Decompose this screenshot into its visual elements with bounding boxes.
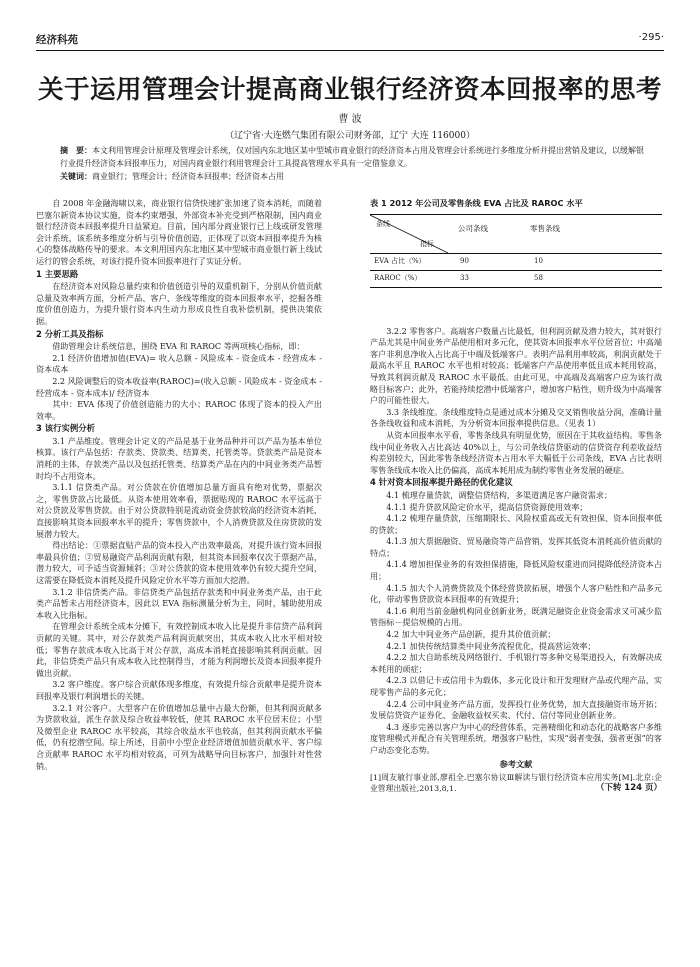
- table-header: [370, 214, 662, 253]
- paragraph: 3.1 产品维度。管理会计定义的产品是基于业务品种并可以产品为基本单位核算。该行产品包括：存款类、贷款类、结算类、托管类等。贷款类产品是资本消耗的主体，存款类产品以及包括托管类、结算类产品在内的中间业务类产品暂时均不占用资本。: [36, 435, 322, 481]
- paragraph: 在经济资本对风险总量约束和价值创造引导的双重机制下，分别从价值贡献总量及效率两方面，分析产品、客户、条线等维度的资本回报率水平，挖掘各维度价值创造力，为提升银行资本内生动力形成良性自我补偿机制，提供决策依据。: [36, 281, 322, 326]
- section-heading: 2 分析工具及指标: [36, 328, 104, 339]
- data-table: [370, 214, 662, 288]
- paragraph: 3.1.2 非信贷类产品。非信贷类产品包括存款类和中间业务类产品，由于此类产品暂未占用经济资本，因此以 EVA 指标测量分析为主，同时，辅助使用成本收入比指标。: [36, 586, 322, 620]
- section-heading: 4 针对资本回报率提升路径的优化建议: [370, 477, 513, 488]
- right-column: [370, 198, 662, 794]
- col-header: 零售条线: [530, 223, 560, 233]
- formula-eva: 2.1 经济价值增加值(EVA)= 收入总额 - 风险成本 - 资金成本 - 经营成本 - 资本成本: [36, 352, 322, 375]
- paragraph: 其中：EVA 体现了价值创造能力的大小；RAROC 体现了资本的投入产出效率。: [36, 399, 322, 421]
- paragraph: 从资本回报率水平看，零售条线具有明显优势，原因在于其收益结构。零售条线中间业务收入占比高达 40%以上，与公司条线信贷驱动的信贷资存利差收益结构差别较大，因此零售条线经济资本占用水平大幅低于公司条线，EVA 占比表明零售条线成本收入比仍偏高，高成本耗用成为制约零售业务发展的硬症。: [370, 429, 662, 475]
- list-item: 4.2.4 公司中间业务产品方面，发挥投行业务优势，加大直接融资市场开拓；发展信贷资产证券化、金融收益权买卖、代付、信付等同业创新业务。: [370, 698, 662, 721]
- table-row: [370, 270, 662, 287]
- author: 曹 波: [338, 114, 362, 125]
- list-item: 4.1.6 利用当前金融机构同业创新业务，既满足融资企业资金需求又可减少监管指标－提信规模的占用。: [370, 605, 662, 628]
- abstract-label: 摘 要：: [60, 146, 92, 155]
- article-title: 关于运用管理会计提高商业银行经济资本回报率的思考: [37, 75, 662, 105]
- paragraph: 3.2.2 零售客户。高端客户数量占比最低，但利润贡献及潜力较大，其对银行产品尤其是中间业务产品使用相对多元化，使其资本回报率水平位居首位；中高端客户非利息净收入占比高于中端及低端客户。表明产品利用率较高，利润贡献处于最高水平且 RAROC 水平也相对较高；低端客户产品使用率低且成本耗用较高，导致其利润贡献及 RAROC 水平最低。由此可见，中高端及高端客户应为该行战略目标客户；此外，若能持续挖潜中低端客户，增加客户粘性，则升级为中高端客户的可能性很大。: [370, 325, 662, 406]
- list-item: 4.1.3 加大票据融资、贸易融资等产品营销，发挥其低资本消耗高价值贡献的特点；: [370, 536, 662, 558]
- list-item: 4.2.1 加快传统结算类中间业务流程优化，提高营运效率；: [386, 640, 596, 651]
- table-caption: 表 1 2012 年公司及零售条线 EVA 占比及 RAROC 水平: [370, 198, 583, 208]
- paragraph: 得出结论：①票据直贴产品的资本投入产出效率最高，对提升该行资本回报率最具价值；②贸易融资产品利润贡献有限，但其资本回报率仅次于票据产品，潜力较大，可予适当资源倾斜；③对公贷款的资本使用效率仍有较大提升空间，这需要在降低资本消耗及提升风险定价水平等方面加大挖潜。: [36, 540, 322, 585]
- paragraph: 在管理会计系统全成本分摊下，有效控制成本收入比是提升非信贷产品利润贡献的关键。其中，对公存款类产品利润贡献突出，其成本收入比水平相对较低；零售存款成本收入比高于对公存款，高成本消耗直接影响其利润贡献。因此，非信贷类产品只有成本收入比控制得当，才能为利润增长及资本回报率提升做出贡献。: [36, 621, 322, 678]
- keywords-label: 关键词：: [60, 172, 92, 181]
- paragraph: 3.2 客户维度。客户综合贡献体现多维度，有效提升综合贡献率是提升资本回报率及银行利润增长的关键。: [36, 679, 322, 701]
- section-heading: 3 该行实例分析: [36, 423, 95, 434]
- left-column: [36, 198, 322, 772]
- running-header: [36, 30, 664, 51]
- cell: 90: [456, 253, 530, 270]
- page-number: ·295·: [638, 32, 664, 43]
- col-header: 公司条线: [458, 223, 488, 233]
- keywords: [60, 171, 645, 182]
- paragraph: 3.1.1 信贷类产品。对公贷款在价值增加总量方面具有绝对优势，票据次之，零售贷款占比最低。从资本使用效率看，票据贴现的 RAROC 水平远高于对公贷款及零售贷款。由于对公贷款特别是流动资金贷款较高的经济资本消耗，直接影响其资本回报率水平的提升；零售贷款中，个人消费贷款及住房贷款的发展潜力较大。: [36, 482, 322, 539]
- keywords-text: 商业银行；管理会计；经济资本回报率；经济资本占用: [92, 172, 284, 181]
- list-item: 4.1.2 梳理存量贷款，压缩期限长、风险权重高或无有效担保、资本回报率低的贷款；: [370, 513, 662, 535]
- journal-name: 经济科苑: [36, 34, 78, 46]
- intro-paragraph: 自 2008 年金融海啸以来，商业银行信贷快速扩张加速了资本消耗，而随着巴塞尔新资本协议实施，资本约束增强，外部资本补充受到严格限制，国内商业银行经济资本回报率提升日益紧迫。目前，国内部分商业银行已上线或研发管理会计系统，该系统多维度分析与引导价值创造，正体现了以资本回报率提升为核心的整体战略传导的要求。本文利用国内东北地区某中型城市商业银行新上线试运行的管会系统，对该行提升资本回报率进行了实证分析。: [36, 198, 322, 266]
- paragraph: 3.2.1 对公客户。大型客户在价值增加总量中占最大份额，但其利润贡献多为贷款收益，派生存款及综合收益率较低，使其 RAROC 水平位居末位；小型及微型企业 RAROC 水平较高，其综合收益水平也较高，但其利润贡献水平偏低，仍有挖潜空间。综上所述，目前中小型企业经济增值加值贡献水平、客户综合贡献率 RAROC 水平均相对较高，可列为战略导向目标客户，加强针对性营销。: [36, 702, 322, 771]
- cell: 10: [530, 253, 662, 270]
- diagonal-line: [370, 215, 662, 253]
- paragraph: 借助管理会计系统信息，围绕 EVA 和 RAROC 等两项核心指标，即：: [52, 341, 305, 352]
- list-item: 4.3 逐步完善以客户为中心的经营体系，完善精细化和动态化的战略客户多维度管理模式并配合有关管理系统，增强客户粘性，实现“弱者变强，强者更强”的客户动态变化态势。: [370, 721, 662, 755]
- reference-text: [1]周友敏行事业部,廖祖全.巴塞尔协议Ⅲ解读与银行经济资本应用实务[M].北京:企业管理出版社,2013,8,1.: [370, 773, 662, 794]
- continued-note: （下转 124 页）: [595, 783, 662, 794]
- corner-bottom-label: 指标: [420, 239, 434, 248]
- affiliation: （辽宁省·大连燃气集团有限公司财务部，辽宁 大连 116000）: [225, 131, 475, 141]
- list-item: 4.2.2 加大自助系统及网络银行、手机银行等多种交易渠道投入，有效解决成本耗用的顽症；: [370, 652, 662, 674]
- list-item: 4.2.3 以借记卡或信用卡为载体，多元化设计和开发理财产品或代理产品，实现零售产品的多元化；: [370, 675, 662, 697]
- list-item: 4.1.4 增加担保业务的有效担保措施，降低风险权重进而同提降低经济资本占用；: [370, 559, 662, 582]
- cell: 58: [530, 270, 662, 287]
- references-heading: 参考文献: [499, 758, 533, 769]
- list-item: 4.1 梳理存量贷款，调整信贷结构，多渠道满足客户融资需求；: [386, 489, 613, 500]
- formula-raroc: 2.2 风险调整后的资本收益率(RAROC)=(收入总额 - 风险成本 - 资金成本 - 经营成本 - 资本成本)/ 经济资本: [36, 375, 322, 398]
- abstract: [60, 145, 645, 170]
- paragraph: 3.3 条线维度。条线维度特点是通过成本分摊及交叉销售收益分润，准确计量各条线收益和成本消耗，为分析资本回报率提供信息。（见表 1）: [370, 406, 662, 429]
- corner-top-label: 条线: [376, 219, 390, 228]
- table-row: [370, 253, 662, 270]
- list-item: 4.1.1 提升贷款风险定价水平，提高信贷资源使用效率；: [386, 501, 588, 512]
- abstract-text: 本文利用管理会计原理及管理会计系统，仅对国内东北地区某中型城市商业银行的经济资本占用及管理会计系统进行多维度分析并提出营销及建议，以缓解银行业提升经济资本回报率压力，对国内商业银行利用管理会计工具提高管理水平具有一定借鉴意义。: [60, 146, 644, 168]
- list-item: 4.1.5 加大个人消费贷款及个体经营贷款拓展，增强个人客户粘性和产品多元化，带动零售贷款资本回报率的有效提升；: [370, 582, 662, 605]
- cell: 33: [456, 270, 530, 287]
- row-label: RAROC（%）: [370, 270, 456, 287]
- list-item: 4.2 加大中间业务产品创新，提升其价值贡献；: [386, 629, 556, 640]
- reference-entry: [370, 772, 662, 794]
- section-heading: 1 主要思路: [36, 268, 79, 279]
- row-label: EVA 占比（%）: [370, 253, 456, 270]
